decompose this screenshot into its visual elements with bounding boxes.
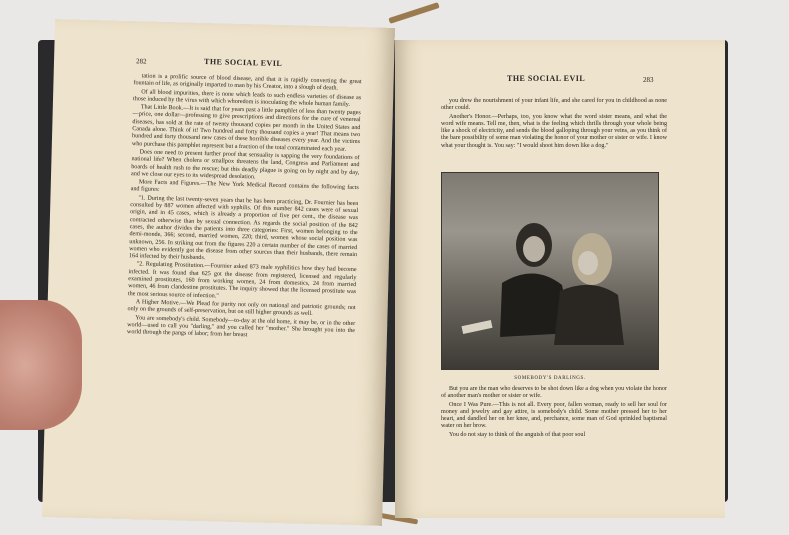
left-page-number: 282 <box>135 57 147 66</box>
paragraph: Does one need to present further proof that sensuality is sapping the very foundations of national life? When cholera or smallpox threatens the land, Congress and Parliament and boards of health rush to the rescue; but this deadly plague is going on by night and by day, and we close our eyes to its widespread desolation. <box>131 149 360 181</box>
left-page <box>42 19 395 526</box>
left-running-header: THE SOCIAL EVIL <box>203 57 283 69</box>
right-page <box>395 40 725 518</box>
paragraph: you drew the nourishment of your infant life, and she cared for you in childhood as none other could. <box>441 98 667 112</box>
paragraph: But you are the man who deserves to be shot down like a dog when you violate the honor of another man's mother or sister or wife. <box>441 386 667 400</box>
ribbon-bookmark-top <box>388 2 439 24</box>
paragraph: tation is a prolific source of blood disease, and that it is rapidly converting the great fountain of life, as originally imparted to man by his Creator, into a slough of death. <box>133 73 362 92</box>
right-running-header: THE SOCIAL EVIL <box>507 74 586 83</box>
paragraph: You are somebody's child. Somebody—to-day at the old home, it may be, or in the other world—used to call you "darling," and you called her "mother." She brought you into the world through the pangs of labor; from her breast <box>126 314 356 339</box>
paragraph: "2. Regulating Prostitution.—Fournier asked 873 male syphilitics how they had become infected. It was found that 625 got the disease from registered, licensed and regularly examined prostitutes, 160 from working women, 24 from domestics, 24 from married women, 46 from clandestine prostitutes. The inquiry showed that the licensed prostitute was the most serious source of infection." <box>127 261 357 300</box>
illustration-two-girls <box>441 172 659 370</box>
right-page-text-top <box>441 98 667 151</box>
paragraph: More Facts and Figures.—The New York Medical Record contains the following facts and figures: <box>130 179 359 194</box>
paragraph: You do not stay to think of the anguish of that poor soul <box>449 431 586 438</box>
paragraph: That Little Book.—It is said that for years past a little pamphlet of less than twenty pages—price, one dollar—professing to give prescriptions and directions for the cure of venereal diseases, has sold at the rate of twenty thousand copies per month in the United States and Canada alone. Think of it! Two hundred and forty thousand copies a year! That means two hundred and forty thousand new cases of these horrible diseases every year. And the victims who purchase this pamphlet represent but a fraction of the total contaminated each year. <box>131 104 361 153</box>
paragraph: Once I Was Pure.—This is not all. Every poor, fallen woman, ready to sell her soul for money and jewelry and gay attire, is somebody's child. Some mother pressed her to her heart, and dandled her on her knee, and, perchance, some man of God sprinkled baptismal water on her brow. <box>441 401 667 430</box>
paragraph: "1. During the last twenty-seven years that he has been practicing, Dr. Fournier has been consulted by 887 women affected with syphilis. Of this number 842 cases were of sexual origin, and in 45 cases, which is already a proportion of five per cent., the disease was contracted otherwise than by sexual connection. As regards the social position of the 842 cases, the author divides the patients into three categories: First, women belonging to the demi-monde, 366; second, married women, 220; third, women whose social position was unknown, 256. In striking out from the figures 220 a certain number of the cases of married women who evidently got the disease from other sources than their husbands, there remain 164 infected by their husbands. <box>128 195 359 262</box>
left-page-text <box>127 73 362 343</box>
paragraph: Of all blood impurities, there is none which leads to such endless varieties of disease as those induced by the virus with which whoredom is inoculating the whole human family. <box>132 88 362 108</box>
paragraph: Another's Honor.—Perhaps, too, you know what the word sister means, and what the word wife means. Tell me, then, what is the feeling which thrills through your whole being like a shock of electricity, and sends the blood galloping through your veins, as you think of the bare possibility of some man violating the honor of your mother or sister or wife. I know what your thought is. You say: "I would shoot him down like a dog." <box>441 113 667 149</box>
hand-holding-book <box>0 300 82 430</box>
right-page-text-bottom <box>441 386 667 440</box>
paragraph: A Higher Motive.—We Plead for purity not only on national and patriotic grounds; not only on the grounds of self-preservation, but on still higher grounds as well. <box>127 299 356 318</box>
illustration-caption: SOMEBODY'S DARLINGS. <box>514 376 586 381</box>
right-page-number: 283 <box>643 76 654 84</box>
